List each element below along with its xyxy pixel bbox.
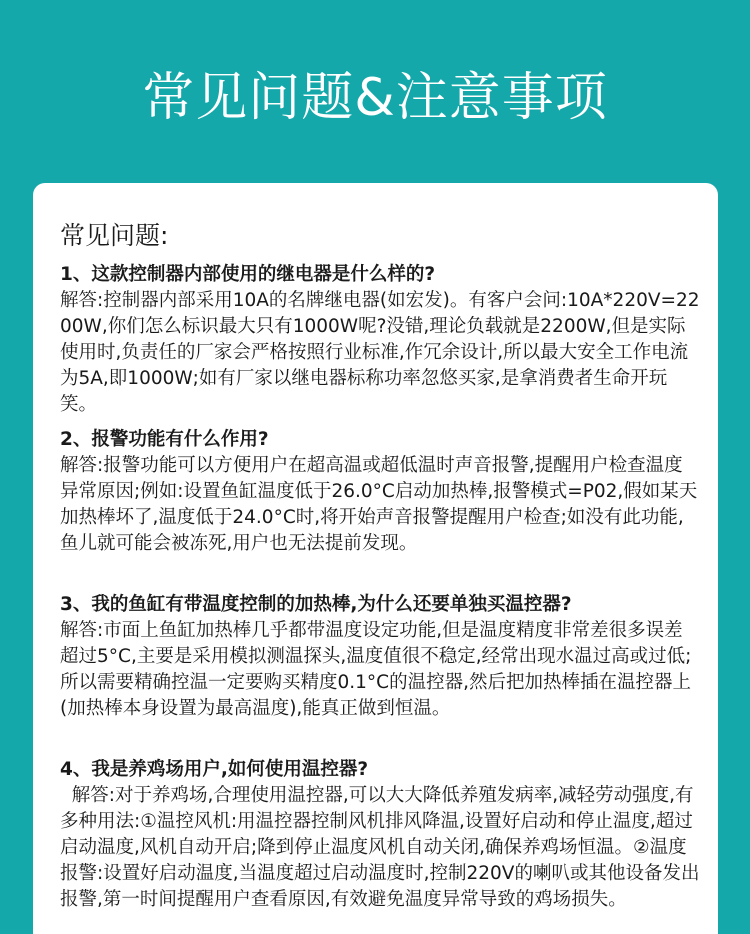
faq-item [60,757,700,913]
faq-question: 3、我的鱼缸有带温度控制的加热棒,为什么还要单独买温控器? [60,594,572,615]
faq-answer: 解答:控制器内部采用10A的名牌继电器(如宏发)。有客户会问:10A*220V=2200W,你们怎么标识最大只有1000W呢?没错,理论负载就是2200W,但是实际使用时,负责任的厂家会严格按照行业标准,作冗余设计,所以最大安全工作电流为5A,即1000W;如有厂家以继电器标称功率忽悠买家,是拿消费者生命开玩笑。 [60,290,700,415]
faq-answer: 解答:报警功能可以方便用户在超高温或超低温时声音报警,提醒用户检查温度异常原因;例如:设置鱼缸温度低于26.0°C启动加热棒,报警模式=P02,假如某天加热棒坏了,温度低于24.0°C时,将开始声音报警提醒用户检查;如没有此功能,鱼儿就可能会被冻死,用户也无法提前发现。 [60,455,698,554]
faq-question: 1、这款控制器内部使用的继电器是什么样的? [60,264,436,285]
faq-item [60,262,700,418]
faq-question: 4、我是养鸡场用户,如何使用温控器? [60,759,369,780]
section-title: 常见问题: [60,221,169,250]
page-title: 常见问题&注意事项 [142,68,608,128]
faq-answer: 解答:对于养鸡场,合理使用温控器,可以大大降低养殖发病率,减轻劳动强度,有多种用法:①温控风机:用温控器控制风机排风降温,设置好启动和停止温度,超过启动温度,风机自动开启;降到停止温度风机自动关闭,确保养鸡场恒温。②温度报警:设置好启动温度,当温度超过启动温度时,控制220V的喇叭或其他设备发出报警,第一时间提醒用户查看原因,有效避免温度异常导致的鸡场损失。 [60,785,700,910]
faq-item [60,427,700,557]
faq-answer: 解答:市面上鱼缸加热棒几乎都带温度设定功能,但是温度精度非常差很多误差超过5°C,主要是采用模拟测温探头,温度值很不稳定,经常出现水温过高或过低;所以需要精确控温一定要购买精度0.1°C的温控器,然后把加热棒插在温控器上(加热棒本身设置为最高温度),能真正做到恒温。 [60,620,692,719]
faq-question: 2、报警功能有什么作用? [60,429,269,450]
faq-item [60,592,700,722]
